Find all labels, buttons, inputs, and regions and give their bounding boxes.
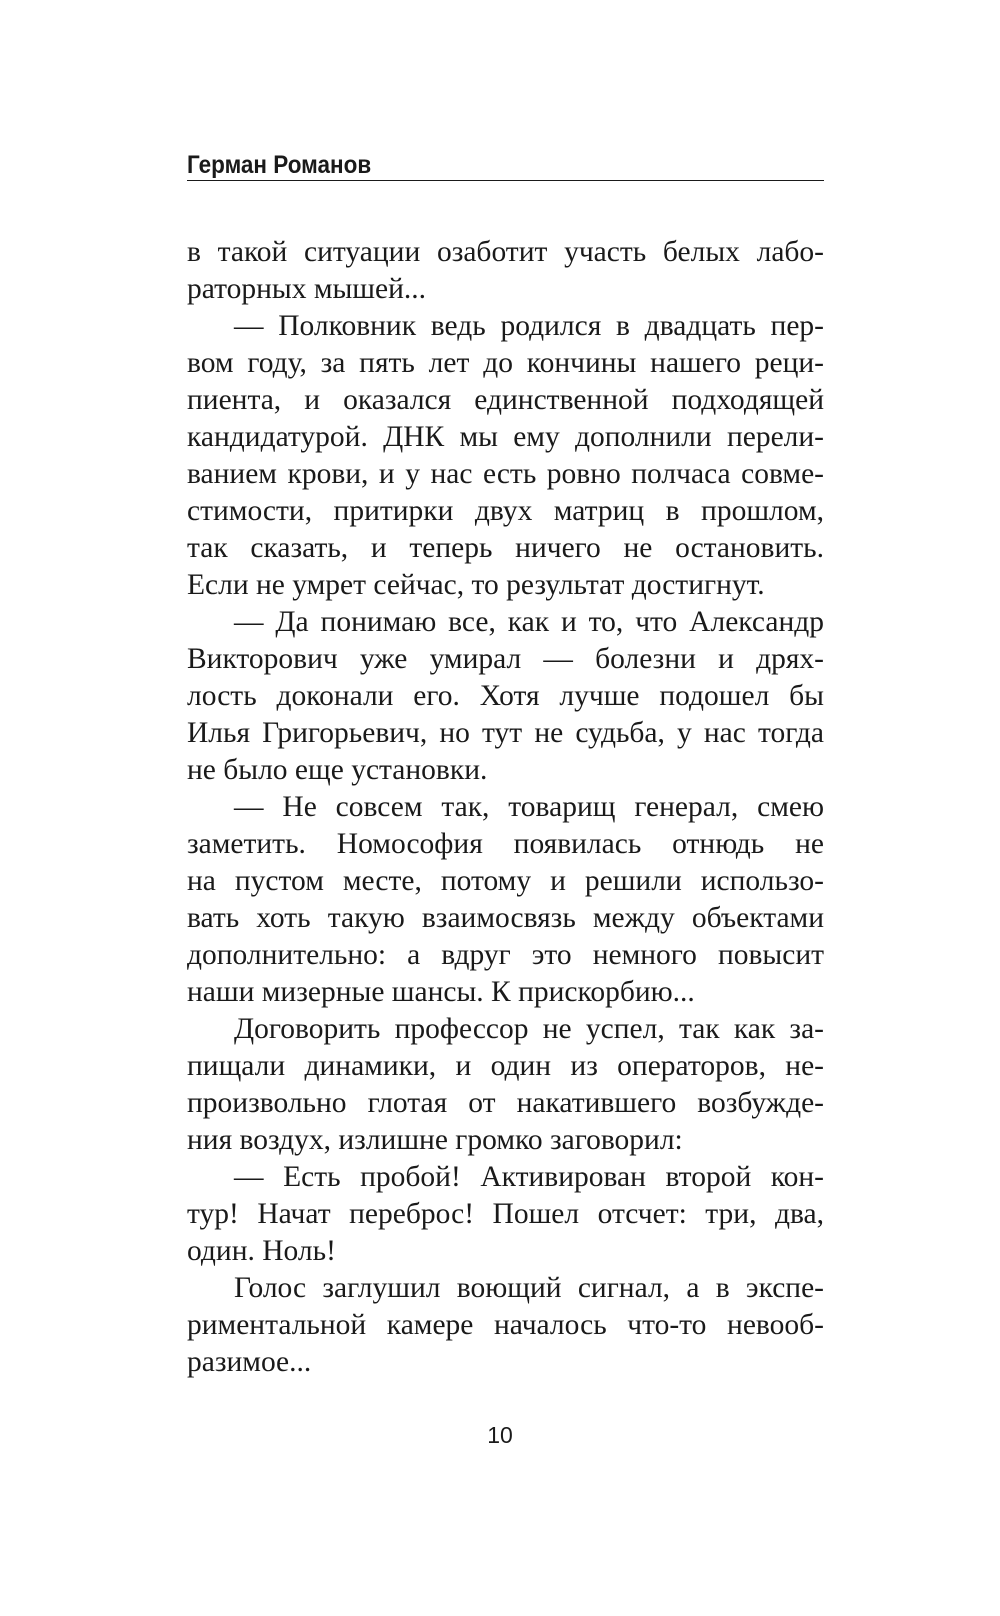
text-line: — Есть пробой! Активирован второй кон- — [234, 1161, 824, 1193]
page-number: 10 — [487, 1422, 513, 1448]
text-line: стимости, притирки двух матриц в прошлом, — [187, 495, 824, 527]
text-line: наши мизерные шансы. К прискорбию... — [187, 976, 695, 1008]
text-line: на пустом месте, потому и решили использо- — [187, 865, 824, 897]
body-text — [187, 234, 824, 1381]
text-line: риментальной камере началось что-то невооб- — [187, 1309, 824, 1341]
text-line: ванием крови, и у нас есть ровно полчаса совме- — [187, 458, 824, 490]
text-line: — Полковник ведь родился в двадцать пер- — [234, 310, 824, 342]
text-line: лость доконали его. Хотя лучше подошел бы — [187, 680, 824, 712]
text-line: произвольно глотая от накатившего возбужде- — [187, 1087, 824, 1119]
text-line: так сказать, и теперь ничего не остановить. — [187, 532, 824, 564]
text-line: вом году, за пять лет до кончины нашего реци- — [187, 347, 824, 379]
text-line: дополнительно: а вдруг это немного повысит — [187, 939, 824, 971]
text-line: вать хоть такую взаимосвязь между объектами — [187, 902, 824, 934]
text-line: пищали динамики, и один из операторов, не- — [187, 1050, 824, 1082]
text-line: в такой ситуации озаботит участь белых лабо- — [187, 236, 824, 268]
text-line: раторных мышей... — [187, 273, 427, 305]
text-line: — Да понимаю все, как и то, что Александр — [234, 606, 824, 638]
text-line: ния воздух, излишне громко заговорил: — [187, 1124, 683, 1156]
text-line: разимое... — [187, 1346, 312, 1378]
text-line: — Не совсем так, товарищ генерал, смею — [234, 791, 824, 823]
text-line: Голос заглушил воющий сигнал, а в экспе- — [234, 1272, 824, 1304]
text-line: Договорить профессор не успел, так как за- — [234, 1013, 824, 1045]
running-head-author: Герман Романов — [187, 151, 372, 179]
text-line: пиента, и оказался единственной подходящей — [187, 384, 824, 416]
text-line: тур! Начат переброс! Пошел отсчет: три, два, — [187, 1198, 824, 1230]
header-rule — [187, 180, 824, 181]
text-line: Викторович уже умирал — болезни и дрях- — [187, 643, 824, 675]
text-line: кандидатурой. ДНК мы ему дополнили перели- — [187, 421, 824, 453]
text-line: не было еще установки. — [187, 754, 488, 786]
text-line: Илья Григорьевич, но тут не судьба, у нас тогда — [187, 717, 824, 749]
text-line: один. Ноль! — [187, 1235, 336, 1267]
text-line: заметить. Номософия появилась отнюдь не — [187, 828, 824, 860]
text-line: Если не умрет сейчас, то результат достигнут. — [187, 569, 765, 601]
